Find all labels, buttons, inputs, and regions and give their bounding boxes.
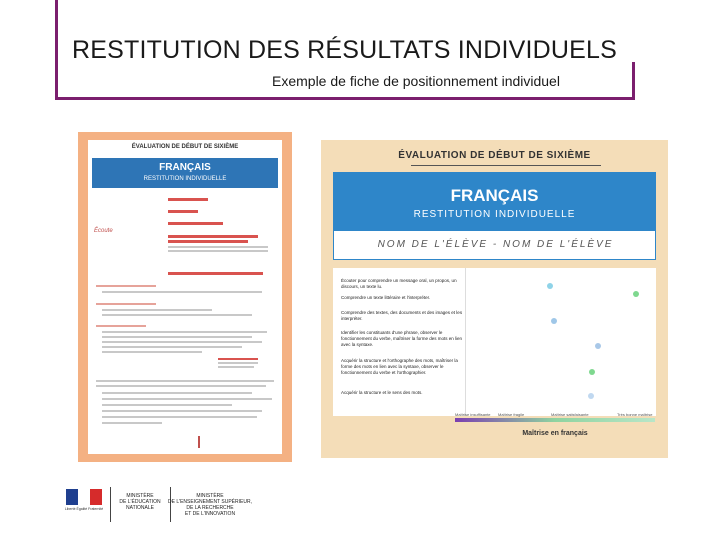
text-line: [168, 272, 263, 275]
text-line: [168, 240, 248, 243]
result-dot: [595, 343, 601, 349]
competency-item: Comprendre un texte littéraire et l'interpréter.: [341, 295, 431, 300]
text-line: [102, 291, 262, 293]
ministry-line: ET DE L'INNOVATION: [184, 511, 236, 517]
results-panel: [333, 268, 656, 416]
french-flag-icon: [66, 489, 102, 505]
text-line: [102, 410, 262, 412]
document-left: [78, 132, 292, 462]
ministry-higher-education-logo: [160, 493, 260, 517]
text-line: [102, 331, 267, 333]
document-left-footer-logo: [198, 436, 238, 448]
result-dot: [633, 291, 639, 297]
document-left-side-label: Écoute: [94, 228, 113, 234]
scale-tick: Maîtrise satisfaisante: [551, 412, 589, 417]
competency-item: Acquérir la structure et le sens des mots.: [341, 390, 423, 395]
competency-item: Acquérir la structure et l'orthographe des mots, maîtriser la forme des mots en lien avec la syntaxe, observer le fonctionnement du verbe et l'orthographier.: [341, 358, 458, 375]
text-line: [102, 351, 202, 353]
ministry-line: NATIONALE: [126, 505, 154, 511]
competency-item: Écouter pour comprendre un message oral, un propos, un discours, un texte lu.: [341, 278, 457, 289]
slide-subtitle: Exemple de fiche de positionnement individuel: [272, 73, 560, 89]
competency-item: Comprendre des textes, des documents et des images et les interpréter.: [341, 310, 463, 321]
republic-caption: Liberté Égalité Fraternité: [64, 507, 104, 511]
text-line: [102, 309, 212, 311]
frame-right-border: [632, 62, 635, 100]
document-right-heading-underline: [411, 165, 601, 166]
text-line: [168, 250, 268, 252]
text-line: [102, 422, 162, 424]
text-line: [96, 285, 156, 287]
ministry-line: DE L'ÉDUCATION: [119, 499, 161, 505]
text-line: [168, 210, 198, 213]
document-right-heading: ÉVALUATION DE DÉBUT DE SIXIÈME: [398, 150, 591, 161]
result-dot: [551, 318, 557, 324]
document-left-paper: [88, 140, 282, 454]
text-line: [168, 222, 223, 225]
slide-title: RESTITUTION DES RÉSULTATS INDIVIDUELS: [72, 36, 617, 64]
frame-left-border: [55, 0, 58, 100]
ministry-line: DE L'ENSEIGNEMENT SUPÉRIEUR,: [168, 499, 252, 505]
text-line: [102, 336, 252, 338]
mastery-scale-bar: [455, 418, 655, 422]
result-dot: [547, 283, 553, 289]
result-dot: [588, 393, 594, 399]
text-line: [96, 385, 266, 387]
student-name-bar: [333, 230, 656, 260]
document-right-banner: [333, 172, 656, 260]
logo-separator: [110, 487, 111, 522]
result-dot: [589, 369, 595, 375]
student-name-placeholder: NOM DE L'ÉLÈVE - NOM DE L'ÉLÈVE: [377, 239, 614, 250]
ministry-line: MINISTÈRE: [126, 493, 154, 499]
mastery-scale-label: Maîtrise en français: [522, 430, 588, 437]
ministry-line: DE LA RECHERCHE: [186, 505, 234, 511]
document-left-title: FRANÇAIS: [159, 162, 211, 173]
text-line: [168, 246, 268, 248]
document-left-heading: ÉVALUATION DE DÉBUT DE SIXIÈME: [131, 144, 239, 150]
scale-tick: Très bonne maîtrise: [617, 412, 653, 417]
document-left-banner: [92, 158, 278, 188]
scale-tick: Maîtrise insuffisante: [455, 412, 491, 417]
document-left-subtitle: RESTITUTION INDIVIDUELLE: [143, 176, 227, 182]
results-divider: [465, 268, 466, 416]
document-right: [321, 140, 668, 458]
text-line: [218, 362, 258, 364]
frame-bottom-border: [55, 97, 635, 100]
text-line: [96, 303, 156, 305]
text-line: [102, 314, 252, 316]
text-line: [102, 404, 232, 406]
text-line: [168, 198, 208, 201]
ministry-line: MINISTÈRE: [196, 493, 224, 499]
text-line: [102, 398, 272, 400]
text-line: [102, 346, 242, 348]
scale-tick: Maîtrise fragile: [498, 412, 525, 417]
ministry-education-logo: [115, 493, 165, 511]
text-line: [218, 358, 258, 360]
competency-item: Identifier les constituants d'une phrase, observer le fonctionnement du verbe, maîtriser la forme des mots en lien avec la syntaxe.: [341, 330, 463, 347]
text-line: [102, 392, 252, 394]
document-right-title: FRANÇAIS: [450, 186, 539, 205]
republic-logo: [62, 487, 106, 517]
text-line: [96, 380, 274, 382]
text-line: [102, 341, 262, 343]
document-right-subtitle: RESTITUTION INDIVIDUELLE: [413, 209, 576, 220]
text-line: [218, 366, 254, 368]
text-line: [96, 325, 146, 327]
text-line: [168, 235, 258, 238]
text-line: [102, 416, 257, 418]
